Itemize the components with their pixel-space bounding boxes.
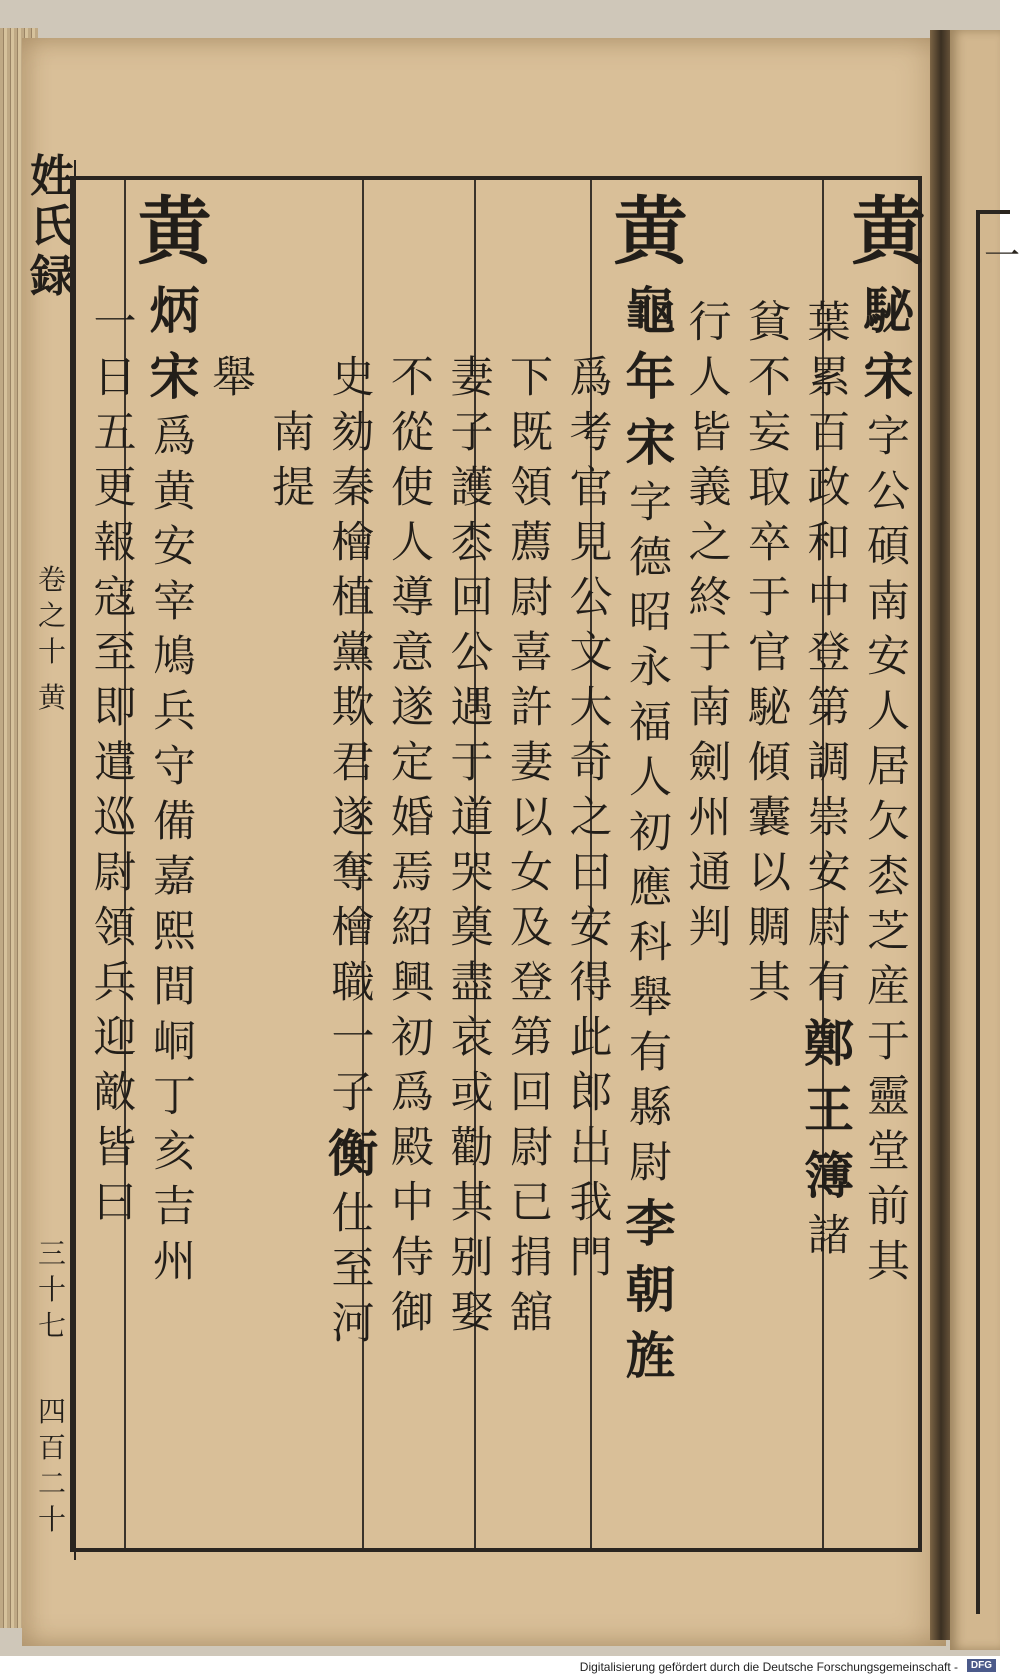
character: 初 — [391, 1013, 434, 1063]
character: 女 — [510, 848, 553, 898]
character: 導 — [391, 573, 434, 623]
character: 有 — [807, 958, 851, 1008]
footer-credit: Digitalisierung gefördert durch die Deutsche Forschungsgemeinschaft - — [579, 1660, 958, 1674]
character: 行 — [688, 298, 732, 348]
character: 判 — [688, 903, 732, 953]
character: 遣 — [93, 738, 137, 788]
character: 欺 — [331, 683, 375, 733]
character: 見 — [569, 518, 613, 568]
character: 官 — [748, 628, 791, 678]
character: 敵 — [93, 1068, 137, 1118]
folio-char: 七 — [37, 1309, 66, 1342]
character: 安 — [153, 522, 196, 572]
character: 初 — [629, 808, 672, 858]
character: 兵 — [93, 958, 137, 1008]
character: 君 — [331, 738, 375, 788]
character: 舉 — [629, 973, 672, 1023]
margin-volume-char: 黄 — [37, 681, 66, 714]
character: 南 — [272, 408, 315, 458]
character: 曰 — [93, 1178, 137, 1228]
character: 尉 — [510, 1123, 553, 1173]
character: 更 — [93, 463, 137, 513]
character: 一 — [331, 1013, 375, 1063]
character: 已 — [510, 1178, 553, 1228]
character: 爲 — [391, 1068, 434, 1118]
character: 傾 — [748, 738, 791, 788]
character: 五 — [93, 408, 137, 458]
character: 哀 — [450, 1013, 494, 1063]
margin-title-char: 姓 — [30, 151, 74, 202]
character: 間 — [153, 962, 196, 1012]
character: 産 — [867, 962, 910, 1012]
character: 巡 — [93, 793, 137, 843]
character — [60, 241, 170, 296]
character: 枩 — [867, 852, 910, 902]
character: 焉 — [391, 848, 434, 898]
character: 使 — [391, 463, 434, 513]
page-number-char: 百 — [37, 1431, 66, 1464]
character: 以 — [510, 793, 553, 843]
character: 或 — [450, 1068, 494, 1118]
character: 簿 — [804, 1146, 854, 1205]
character: 峒 — [153, 1017, 196, 1067]
character: 河 — [331, 1299, 375, 1349]
character: 提 — [272, 463, 315, 513]
character: 至 — [93, 628, 137, 678]
character: 爲 — [569, 353, 613, 403]
character: 取 — [748, 463, 791, 513]
character: 累 — [807, 353, 851, 403]
character: 妻 — [450, 353, 494, 403]
page-number-char: 十 — [37, 1503, 66, 1536]
character: 一 — [93, 298, 137, 348]
character: 郎 — [569, 1068, 613, 1118]
character: 既 — [510, 408, 553, 458]
character: 黄 — [851, 189, 926, 275]
facing-page-glyph: 一 — [984, 236, 1020, 277]
character: 第 — [807, 683, 851, 733]
character: 賙 — [748, 903, 791, 953]
character: 兵 — [153, 687, 196, 737]
character: 枩 — [450, 518, 494, 568]
character: 下 — [510, 353, 553, 403]
character: 舘 — [510, 1288, 553, 1338]
character: 調 — [807, 738, 851, 788]
character: 定 — [391, 738, 434, 788]
character: 道 — [450, 793, 494, 843]
character: 不 — [391, 353, 434, 403]
character: 出 — [569, 1123, 613, 1173]
character: 即 — [93, 683, 137, 733]
character: 于 — [450, 738, 494, 788]
character: 官 — [569, 463, 613, 513]
character: 薦 — [510, 518, 553, 568]
character: 舉 — [212, 353, 256, 403]
character: 侍 — [391, 1233, 434, 1283]
character: 炳 — [149, 281, 200, 340]
character: 殿 — [391, 1123, 434, 1173]
character: 植 — [331, 573, 375, 623]
footer-bar — [0, 1656, 1000, 1679]
character: 回 — [510, 1068, 553, 1118]
character: 旌 — [625, 1326, 676, 1385]
character: 中 — [807, 573, 851, 623]
character: 寇 — [93, 573, 137, 623]
character: 以 — [748, 848, 791, 898]
character: 尉 — [629, 1138, 672, 1188]
character: 州 — [153, 1237, 196, 1287]
character: 喜 — [510, 628, 553, 678]
character: 至 — [331, 1244, 375, 1294]
character: 人 — [867, 687, 910, 737]
character: 其 — [450, 1178, 494, 1228]
character: 宋 — [863, 347, 914, 406]
character: 縣 — [629, 1083, 672, 1133]
character: 囊 — [748, 793, 791, 843]
character: 龜 — [625, 281, 676, 340]
character: 奇 — [569, 738, 613, 788]
character: 鄭 — [804, 1014, 854, 1073]
character: 字 — [629, 478, 672, 528]
character: 于 — [748, 573, 791, 623]
character: 門 — [569, 1233, 613, 1283]
character: 捐 — [510, 1233, 553, 1283]
character: 盡 — [450, 958, 494, 1008]
character: 回 — [450, 573, 494, 623]
character: 年 — [625, 347, 676, 406]
character: 之 — [569, 793, 613, 843]
character: 御 — [391, 1288, 434, 1338]
character: 迎 — [93, 1013, 137, 1063]
character: 娶 — [450, 1288, 494, 1338]
character: 芝 — [867, 907, 910, 957]
character: 其 — [867, 1237, 910, 1287]
character: 我 — [569, 1178, 613, 1228]
character: 李 — [625, 1194, 676, 1253]
character: 欠 — [867, 797, 910, 847]
character: 守 — [153, 742, 196, 792]
character: 日 — [93, 353, 137, 403]
character: 王 — [804, 1080, 854, 1139]
character: 福 — [629, 698, 672, 748]
character: 亥 — [153, 1127, 196, 1177]
character: 前 — [867, 1182, 910, 1232]
character: 意 — [391, 628, 434, 678]
character: 南 — [688, 683, 732, 733]
character: 護 — [450, 463, 494, 513]
character: 和 — [807, 518, 851, 568]
character: 報 — [93, 518, 137, 568]
character: 公 — [867, 467, 910, 517]
margin-volume-char: 之 — [37, 599, 66, 632]
character: 領 — [93, 903, 137, 953]
character: 興 — [391, 958, 434, 1008]
character: 皆 — [93, 1123, 137, 1173]
character: 宋 — [149, 347, 200, 406]
character: 安 — [569, 903, 613, 953]
character: 堂 — [867, 1127, 910, 1177]
character: 劍 — [688, 738, 732, 788]
character: 職 — [331, 958, 375, 1008]
character: 婚 — [391, 793, 434, 843]
character: 檜 — [331, 903, 375, 953]
character: 駜 — [863, 281, 914, 340]
character: 崇 — [807, 793, 851, 843]
character: 卒 — [748, 518, 791, 568]
character: 子 — [450, 408, 494, 458]
character: 科 — [629, 918, 672, 968]
character: 衡 — [328, 1124, 378, 1183]
margin-volume-char: 卷 — [37, 563, 66, 596]
character: 奠 — [450, 903, 494, 953]
character: 之 — [688, 518, 732, 568]
folio-char: 三 — [37, 1237, 66, 1270]
character: 大 — [569, 683, 613, 733]
character: 史 — [331, 353, 375, 403]
folio-char: 十 — [37, 1273, 66, 1306]
character: 葉 — [807, 298, 851, 348]
character: 朝 — [625, 1260, 676, 1319]
character: 勸 — [450, 1123, 494, 1173]
character: 尉 — [93, 848, 137, 898]
character: 有 — [629, 1028, 672, 1078]
character: 妻 — [510, 738, 553, 788]
character: 許 — [510, 683, 553, 733]
character: 公 — [569, 573, 613, 623]
facing-page-frame — [976, 210, 1010, 1614]
character: 諸 — [807, 1211, 851, 1261]
character: 哭 — [450, 848, 494, 898]
character: 及 — [510, 903, 553, 953]
character: 宋 — [625, 413, 676, 472]
character: 丁 — [153, 1072, 196, 1122]
character: 爲 — [153, 412, 196, 462]
character: 于 — [688, 628, 732, 678]
character: 奪 — [331, 848, 375, 898]
character: 遇 — [450, 683, 494, 733]
dfg-logo: DFG — [967, 1659, 996, 1672]
character: 駜 — [748, 683, 791, 733]
character: 靈 — [867, 1072, 910, 1122]
page-number-char: 二 — [37, 1467, 66, 1500]
character: 貧 — [748, 298, 791, 348]
character: 南 — [867, 577, 910, 627]
character: 昭 — [629, 588, 672, 638]
text-column-14 — [60, 186, 170, 1231]
character: 黄 — [613, 189, 688, 275]
character: 安 — [867, 632, 910, 682]
character: 鳩 — [153, 632, 196, 682]
character: 别 — [450, 1233, 494, 1283]
character: 吉 — [153, 1182, 196, 1232]
character: 義 — [688, 463, 732, 513]
character: 政 — [807, 463, 851, 513]
character: 碩 — [867, 522, 910, 572]
page-number-char: 四 — [37, 1395, 66, 1428]
character: 文 — [569, 628, 613, 678]
character: 領 — [510, 463, 553, 513]
character: 備 — [153, 797, 196, 847]
character: 曰 — [569, 848, 613, 898]
character: 尉 — [510, 573, 553, 623]
character: 宰 — [153, 577, 196, 627]
character: 德 — [629, 533, 672, 583]
character: 其 — [748, 958, 791, 1008]
margin-title-char: 録 — [30, 251, 74, 302]
character: 不 — [748, 353, 791, 403]
character: 熙 — [153, 907, 196, 957]
character: 皆 — [688, 408, 732, 458]
character: 人 — [391, 518, 434, 568]
character: 州 — [688, 793, 732, 843]
character: 仕 — [331, 1189, 375, 1239]
character: 妄 — [748, 408, 791, 458]
character: 黨 — [331, 628, 375, 678]
character: 嘉 — [153, 852, 196, 902]
character: 應 — [629, 863, 672, 913]
character: 字 — [867, 412, 910, 462]
character: 終 — [688, 573, 732, 623]
character: 秦 — [331, 463, 375, 513]
character: 尉 — [807, 903, 851, 953]
character: 黄 — [137, 189, 212, 275]
character: 中 — [391, 1178, 434, 1228]
character: 人 — [688, 353, 732, 403]
character: 永 — [629, 643, 672, 693]
character: 檜 — [331, 518, 375, 568]
character: 通 — [688, 848, 732, 898]
character: 劾 — [331, 408, 375, 458]
character: 公 — [450, 628, 494, 678]
character: 登 — [807, 628, 851, 678]
character: 第 — [510, 1013, 553, 1063]
character: 登 — [510, 958, 553, 1008]
character: 遂 — [331, 793, 375, 843]
character: 子 — [331, 1068, 375, 1118]
character: 遂 — [391, 683, 434, 733]
character: 人 — [629, 753, 672, 803]
character: 得 — [569, 958, 613, 1008]
character: 紹 — [391, 903, 434, 953]
character: 此 — [569, 1013, 613, 1063]
character: 從 — [391, 408, 434, 458]
margin-title-char: 氏 — [30, 201, 74, 252]
character: 于 — [867, 1017, 910, 1067]
character: 居 — [867, 742, 910, 792]
character — [60, 186, 170, 241]
margin-volume-char: 十 — [37, 635, 66, 668]
character: 百 — [807, 408, 851, 458]
character: 考 — [569, 408, 613, 458]
character: 安 — [807, 848, 851, 898]
character: 黄 — [153, 467, 196, 517]
